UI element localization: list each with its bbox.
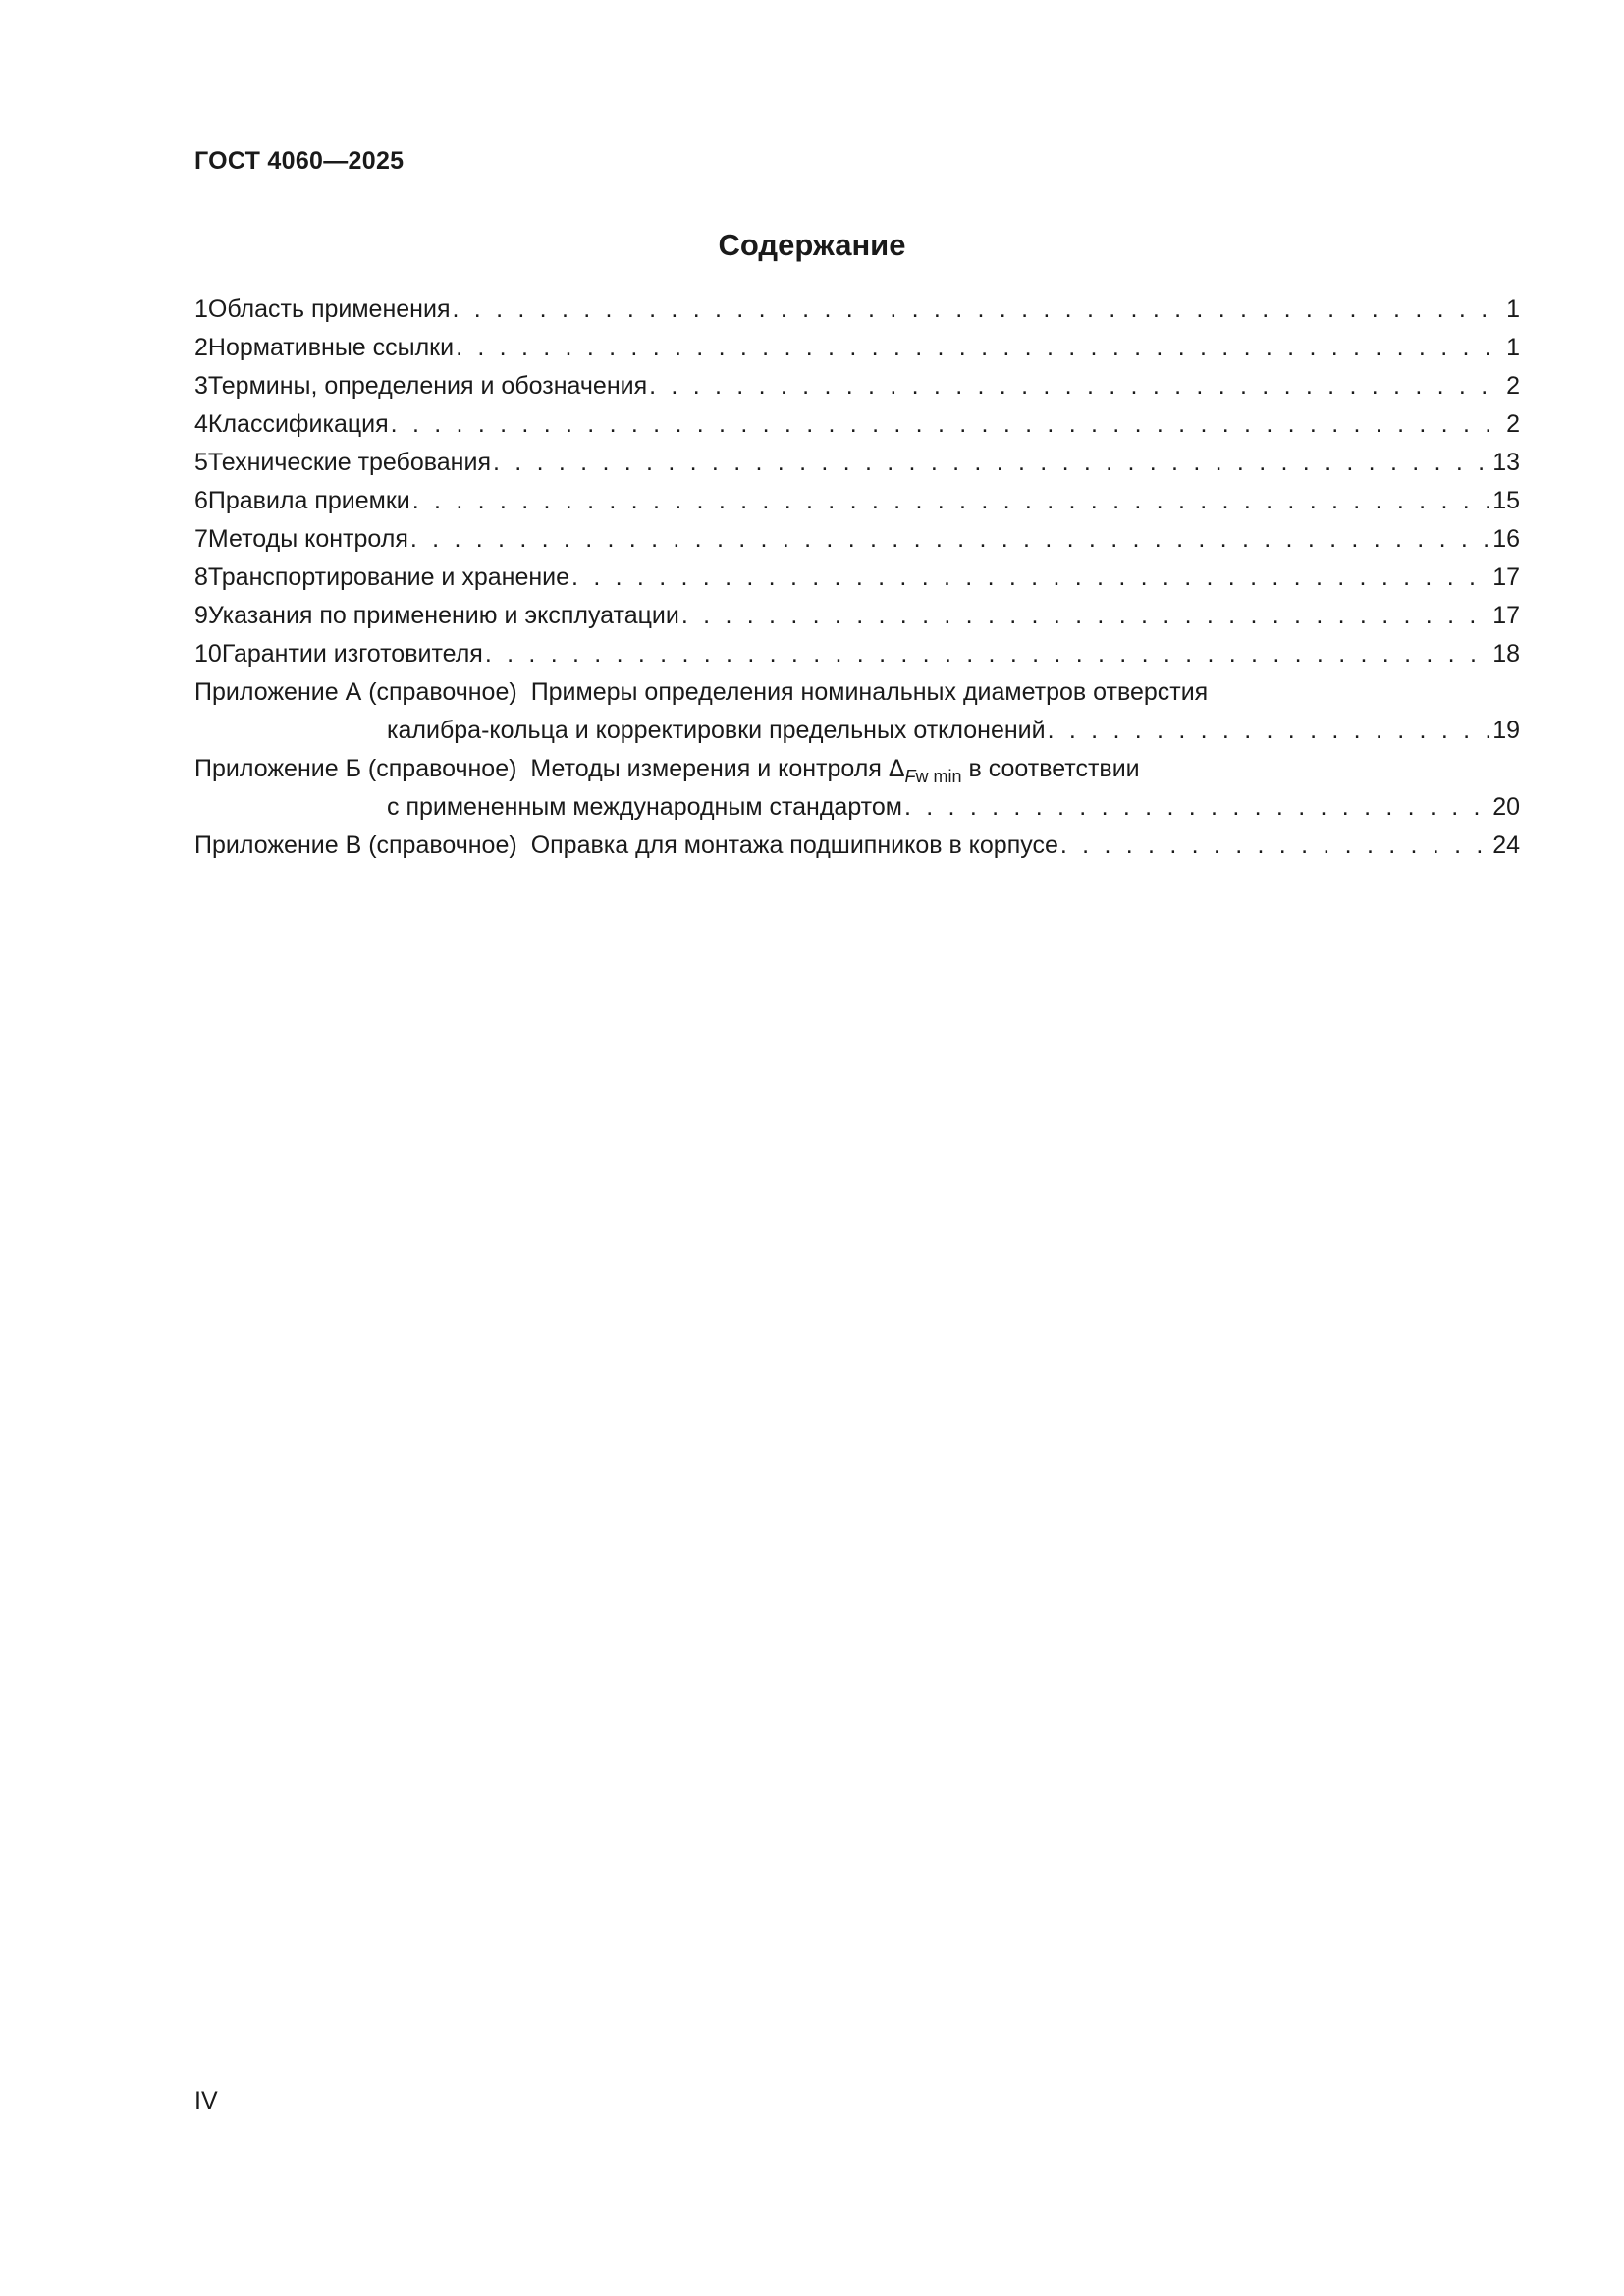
appendix-title-line2: калибра-кольца и корректировки предельных отклонений: [387, 717, 1046, 744]
toc-leader: [456, 329, 1504, 367]
toc-page: 19: [1492, 717, 1520, 744]
toc-title: Классификация: [207, 410, 389, 438]
toc-appendix-b[interactable]: [194, 750, 1520, 788]
toc-leader: [493, 444, 1490, 482]
toc-number: 4: [194, 410, 208, 438]
toc-page: 24: [1492, 831, 1520, 859]
toc-page: 13: [1492, 449, 1520, 476]
toc-leader: [681, 597, 1490, 635]
toc-entry-1[interactable]: [194, 291, 1520, 329]
toc-entry-2[interactable]: [194, 329, 1520, 367]
appendix-title-line1: Оправка для монтажа подшипников в корпусе: [530, 831, 1058, 859]
toc-title: Технические требования: [207, 449, 491, 476]
toc-number: 2: [194, 334, 208, 361]
toc-leader: [452, 291, 1504, 329]
subscript-rest: w min: [915, 767, 962, 786]
toc-page: 2: [1506, 410, 1520, 438]
toc-appendix-a-cont[interactable]: [194, 712, 1520, 750]
toc-page: 17: [1492, 602, 1520, 629]
toc-entry-6[interactable]: [194, 482, 1520, 520]
delta-glyph: Δ: [888, 755, 905, 782]
toc-page: 1: [1506, 334, 1520, 361]
appendix-title-line2: с примененным международным стандартом: [387, 793, 902, 821]
toc-leader: [904, 788, 1490, 827]
toc-entry-10[interactable]: [194, 635, 1520, 673]
delta-symbol: [888, 755, 962, 786]
page-title: Содержание: [718, 228, 906, 262]
toc-entry-8[interactable]: [194, 559, 1520, 597]
toc-leader: [571, 559, 1490, 597]
toc-page: 18: [1492, 640, 1520, 667]
toc-number: 3: [194, 372, 208, 400]
toc-leader: [649, 367, 1504, 405]
toc-title: Правила приемки: [207, 487, 410, 514]
toc-leader: [412, 482, 1490, 520]
appendix-label: Приложение А (справочное): [194, 678, 517, 706]
toc-number: 7: [194, 525, 208, 553]
appendix-title-line1: Примеры определения номинальных диаметров отверстия: [530, 678, 1209, 706]
page-number: IV: [194, 2087, 218, 2114]
toc-number: 1: [194, 295, 208, 323]
toc-page: 15: [1492, 487, 1520, 514]
toc-title: Методы контроля: [207, 525, 408, 553]
toc-title: Указания по применению и эксплуатации: [207, 602, 679, 629]
toc-title: Гарантии изготовителя: [221, 640, 483, 667]
toc-leader: [1060, 827, 1490, 865]
toc-entry-7[interactable]: [194, 520, 1520, 559]
subscript-italic: F: [904, 767, 916, 786]
toc-number: 6: [194, 487, 208, 514]
toc-appendix-a[interactable]: [194, 673, 1520, 712]
toc-appendix-b-cont[interactable]: [194, 788, 1520, 827]
toc-title: Термины, определения и обозначения: [207, 372, 648, 400]
toc-appendix-v[interactable]: [194, 827, 1520, 865]
toc-title: Нормативные ссылки: [207, 334, 455, 361]
delta-subscript: [905, 767, 962, 786]
toc-number: 5: [194, 449, 208, 476]
toc-page: 2: [1506, 372, 1520, 400]
toc-title: Область применения: [207, 295, 451, 323]
toc-number: 10: [194, 640, 222, 667]
toc-entry-9[interactable]: [194, 597, 1520, 635]
document-code: ГОСТ 4060—2025: [194, 147, 405, 175]
appendix-title-after: в соответствии: [968, 755, 1140, 782]
toc-leader: [410, 520, 1490, 559]
toc-entry-3[interactable]: [194, 367, 1520, 405]
toc-number: 9: [194, 602, 208, 629]
toc-leader: [485, 635, 1490, 673]
appendix-label: Приложение В (справочное): [194, 831, 517, 859]
toc-entry-5[interactable]: [194, 444, 1520, 482]
toc-title: Транспортирование и хранение: [207, 563, 570, 591]
toc-leader: [391, 405, 1504, 444]
toc-page: 17: [1492, 563, 1520, 591]
appendix-title-before: Методы измерения и контроля: [530, 755, 882, 782]
toc-number: 8: [194, 563, 208, 591]
toc-entry-4[interactable]: [194, 405, 1520, 444]
table-of-contents: [194, 291, 1520, 865]
appendix-label: Приложение Б (справочное): [194, 755, 517, 782]
toc-page: 1: [1506, 295, 1520, 323]
toc-leader: [1048, 712, 1491, 750]
toc-page: 20: [1492, 793, 1520, 821]
toc-page: 16: [1492, 525, 1520, 553]
